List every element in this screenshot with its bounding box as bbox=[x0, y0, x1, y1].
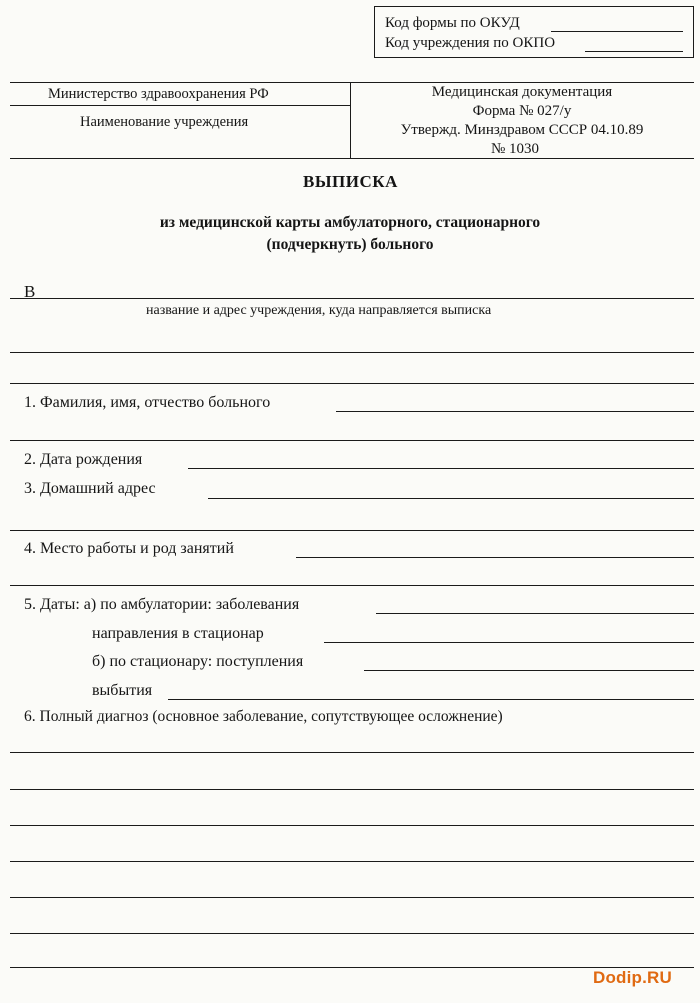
diagnosis-line-4[interactable] bbox=[10, 861, 694, 862]
okpo-label: Код учреждения по ОКПО bbox=[385, 35, 556, 51]
field-4-line-2[interactable] bbox=[10, 585, 694, 586]
diagnosis-line-1[interactable] bbox=[10, 752, 694, 753]
destination-line[interactable] bbox=[10, 298, 694, 299]
form-codes-box bbox=[374, 6, 694, 58]
destination-hint: название и адрес учреждения, куда направляется выписка bbox=[146, 303, 492, 318]
subtitle-line-2: (подчеркнуть) больного bbox=[266, 236, 434, 253]
field-5b-line[interactable] bbox=[364, 670, 694, 671]
field-6-label: 6. Полный диагноз (основное заболевание, сопутствующее осложнение) bbox=[24, 708, 503, 725]
to-prefix: В bbox=[24, 282, 36, 301]
ministry-label: Министерство здравоохранения РФ bbox=[48, 86, 269, 102]
field-3-line-2[interactable] bbox=[10, 530, 694, 531]
field-5b2-line[interactable] bbox=[168, 699, 694, 700]
diagnosis-line-7[interactable] bbox=[10, 967, 694, 968]
field-4-line[interactable] bbox=[296, 557, 694, 558]
approval-label: Утвержд. Минздравом СССР 04.10.89 bbox=[400, 122, 644, 138]
field-1-line-2[interactable] bbox=[10, 440, 694, 441]
field-5b2-label: выбытия bbox=[92, 682, 153, 699]
field-4-label: 4. Место работы и род занятий bbox=[24, 540, 234, 557]
doc-type-label: Медицинская документация bbox=[431, 84, 613, 100]
field-2-line[interactable] bbox=[188, 468, 694, 469]
subtitle-line-1: из медицинской карты амбулаторного, стационарного bbox=[159, 214, 541, 231]
field-1-line[interactable] bbox=[336, 411, 694, 412]
field-5a-label: 5. Даты: а) по амбулатории: заболевания bbox=[24, 596, 300, 613]
diagnosis-line-6[interactable] bbox=[10, 933, 694, 934]
diagnosis-line-2[interactable] bbox=[10, 789, 694, 790]
field-1-label: 1. Фамилия, имя, отчество больного bbox=[24, 394, 271, 411]
field-5a-line[interactable] bbox=[376, 613, 694, 614]
diagnosis-line-3[interactable] bbox=[10, 825, 694, 826]
header-bottom-rule bbox=[10, 158, 694, 159]
field-3-label: 3. Домашний адрес bbox=[24, 480, 156, 497]
field-2-label: 2. Дата рождения bbox=[24, 451, 143, 468]
diagnosis-line-5[interactable] bbox=[10, 897, 694, 898]
destination-line-3[interactable] bbox=[10, 383, 694, 384]
form-number-label: Форма № 027/у bbox=[472, 103, 572, 119]
okud-field[interactable] bbox=[551, 31, 683, 32]
header-mid-rule bbox=[10, 105, 350, 106]
okud-label: Код формы по ОКУД bbox=[385, 15, 520, 31]
field-5b-label: б) по стационару: поступления bbox=[92, 653, 304, 670]
watermark-logo: Dodip.RU bbox=[592, 968, 672, 987]
okpo-field[interactable] bbox=[585, 51, 683, 52]
field-3-line[interactable] bbox=[208, 498, 694, 499]
order-number-label: № 1030 bbox=[490, 141, 540, 157]
header-top-rule bbox=[10, 82, 694, 83]
field-5a2-label: направления в стационар bbox=[92, 625, 264, 642]
institution-name-label: Наименование учреждения bbox=[80, 114, 249, 130]
document-title: ВЫПИСКА bbox=[303, 172, 398, 191]
field-5a2-line[interactable] bbox=[324, 642, 694, 643]
destination-line-2[interactable] bbox=[10, 352, 694, 353]
